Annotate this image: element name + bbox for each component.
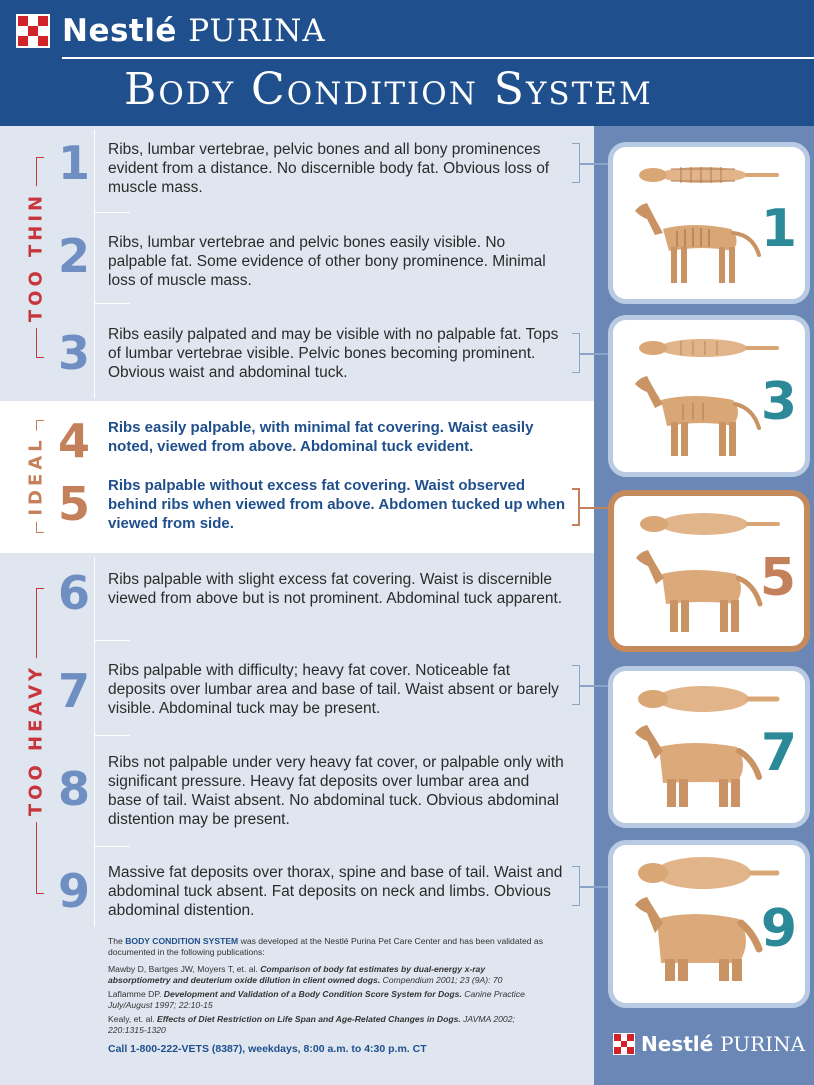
dog-side-view-icon bbox=[633, 368, 763, 460]
separator-heavy bbox=[94, 557, 95, 927]
row-divider-7 bbox=[94, 735, 130, 736]
brand-name-bottom bbox=[641, 1034, 805, 1054]
score-number-9: 9 bbox=[57, 864, 90, 918]
score-description-6: Ribs palpable with slight excess fat covering. Waist is discernible viewed from above but is not prominent. Abdominal tuck apparent. bbox=[108, 571, 563, 607]
link-line-1 bbox=[580, 163, 608, 165]
link-line-7 bbox=[580, 685, 608, 687]
citation-1-source: Compendium 2001; 23 (9A): 70 bbox=[380, 974, 503, 985]
dog-side-view-icon bbox=[633, 195, 763, 287]
citation-3-source: JAVMA 2002; 220:1315-1320 bbox=[108, 1014, 515, 1035]
header-rule bbox=[62, 57, 814, 59]
link-bracket-5 bbox=[572, 488, 580, 526]
score-description-2: Ribs, lumbar vertebrae and pelvic bones easily visible. No palpable fat. Some evidence of other bony prominence. Minimal loss of muscle mass. bbox=[108, 234, 546, 289]
link-line-3 bbox=[580, 353, 608, 355]
score-number-1: 1 bbox=[57, 136, 90, 190]
ideal-label: IDEAL bbox=[26, 430, 47, 521]
brand-second-bottom: PURINA bbox=[720, 1032, 806, 1056]
score-description-5: Ribs palpable without excess fat covering. Waist observed behind ribs when viewed from above. Abdomen tucked up when viewed from side. bbox=[108, 477, 566, 532]
page-title: Body Condition System bbox=[124, 64, 653, 115]
score-number-5: 5 bbox=[57, 477, 90, 531]
dog-top-view-icon bbox=[631, 855, 781, 891]
footer-intro-pre: The bbox=[108, 936, 126, 946]
citation-3-title: Effects of Diet Restriction on Life Span and Age-Related Changes in Dogs. bbox=[157, 1014, 461, 1024]
score-description-7: Ribs palpable with difficulty; heavy fat cover. Noticeable fat deposits over lumbar area and base of tail. Waist absent or barely visible. Abdominal tuck may be present. bbox=[108, 662, 559, 717]
card-number-5: 5 bbox=[759, 548, 796, 608]
link-bracket-3 bbox=[572, 333, 580, 373]
score-number-2: 2 bbox=[57, 229, 90, 283]
dog-side-view-icon bbox=[633, 893, 763, 985]
card-number-7: 7 bbox=[760, 723, 797, 783]
dog-side-view-icon bbox=[633, 719, 763, 811]
footer-intro bbox=[108, 936, 548, 957]
dog-top-view-icon bbox=[631, 681, 781, 717]
brand-second: PURINA bbox=[188, 12, 326, 49]
row-divider-8 bbox=[94, 846, 130, 847]
purina-logo-bottom bbox=[613, 1033, 805, 1055]
score-number-8: 8 bbox=[57, 762, 90, 816]
citation-2-authors: Laflamme DP. bbox=[108, 989, 164, 999]
card-number-3: 3 bbox=[760, 372, 797, 432]
link-bracket-7 bbox=[572, 665, 580, 705]
citation-1-authors: Mawby D, Bartges JW, Moyers T, et. al. bbox=[108, 964, 261, 974]
dog-card-3 bbox=[608, 315, 810, 477]
citation-2 bbox=[108, 989, 548, 1010]
brand-name bbox=[62, 12, 326, 49]
dog-side-view-icon bbox=[634, 544, 764, 636]
citation-1-title: Comparison of body fat estimates by dual-energy x-ray absorptiometry and deuterium oxide dilution in client owned dogs. bbox=[108, 964, 486, 985]
row-divider-2 bbox=[94, 303, 130, 304]
header-banner bbox=[0, 0, 814, 126]
score-description-8: Ribs not palpable under very heavy fat cover, or palpable only with significant pressure. Heavy fat deposits over lumbar area and base of tail. Waist absent. No abdominal tuck. Obvious abdominal distention may be present. bbox=[108, 754, 564, 828]
footer-intro-highlight: BODY CONDITION SYSTEM bbox=[125, 936, 239, 946]
score-number-4: 4 bbox=[57, 414, 90, 468]
checkerboard-logo-icon bbox=[16, 14, 50, 48]
citation-2-title: Development and Validation of a Body Condition Score System for Dogs. bbox=[163, 989, 462, 999]
score-description-3: Ribs easily palpated and may be visible with no palpable fat. Tops of lumbar vertebrae visible. Pelvic bones becoming prominent. Obvious waist and abdominal tuck. bbox=[108, 326, 559, 381]
separator-thin bbox=[94, 130, 95, 398]
citation-1 bbox=[108, 964, 548, 985]
too-heavy-bracket-bottom bbox=[36, 893, 44, 894]
dog-top-view-icon bbox=[631, 157, 781, 193]
citation-3-authors: Kealy, et. al. bbox=[108, 1014, 158, 1024]
purina-logo bbox=[16, 14, 326, 48]
dog-card-9 bbox=[608, 840, 810, 1008]
score-description-4: Ribs easily palpable, with minimal fat covering. Waist easily noted, viewed from above. Abdominal tuck evident. bbox=[108, 419, 534, 455]
ideal-bracket-top bbox=[36, 420, 44, 421]
dog-top-view-icon bbox=[631, 330, 781, 366]
brand-first: Nestlé bbox=[62, 12, 177, 49]
citation-2-source: Canine Practice July/August 1997; 22:10-15 bbox=[108, 989, 525, 1010]
citation-3 bbox=[108, 1014, 548, 1035]
score-number-7: 7 bbox=[57, 664, 90, 718]
card-number-1: 1 bbox=[760, 199, 797, 259]
phone-contact: Call 1-800-222-VETS (8387), weekdays, 8:00 a.m. to 4:30 p.m. CT bbox=[108, 1043, 427, 1055]
dog-top-view-icon bbox=[632, 506, 782, 542]
link-line-9 bbox=[580, 886, 608, 888]
link-bracket-1 bbox=[572, 143, 580, 183]
dog-card-7 bbox=[608, 666, 810, 828]
checkerboard-logo-icon bbox=[613, 1033, 635, 1055]
brand-first-bottom: Nestlé bbox=[641, 1032, 714, 1056]
score-description-1: Ribs, lumbar vertebrae, pelvic bones and all bony prominences evident from a distance. No discernible body fat. Obvious loss of muscle mass. bbox=[108, 141, 550, 196]
score-number-3: 3 bbox=[57, 326, 90, 380]
too-heavy-label: TOO HEAVY bbox=[26, 658, 47, 822]
footer-intro-post: was developed at the Nestlé Purina Pet Care Center and has been validated as documented in the following publications: bbox=[108, 936, 544, 957]
score-number-6: 6 bbox=[57, 566, 90, 620]
ideal-bracket-bottom bbox=[36, 532, 44, 533]
dog-card-1 bbox=[608, 142, 810, 304]
score-description-9: Massive fat deposits over thorax, spine and base of tail. Waist and abdominal tuck absent. Fat deposits on neck and limbs. Obvious abdominal distention. bbox=[108, 864, 563, 919]
row-divider-1 bbox=[94, 212, 130, 213]
dog-card-5 bbox=[608, 490, 810, 652]
too-thin-label: TOO THIN bbox=[26, 186, 47, 328]
too-heavy-bracket-top bbox=[36, 588, 44, 589]
too-thin-bracket-top bbox=[36, 157, 44, 158]
link-bracket-9 bbox=[572, 866, 580, 906]
card-number-9: 9 bbox=[760, 899, 797, 959]
too-thin-bracket-bottom bbox=[36, 357, 44, 358]
row-divider-6 bbox=[94, 640, 130, 641]
link-line-5 bbox=[580, 507, 608, 509]
